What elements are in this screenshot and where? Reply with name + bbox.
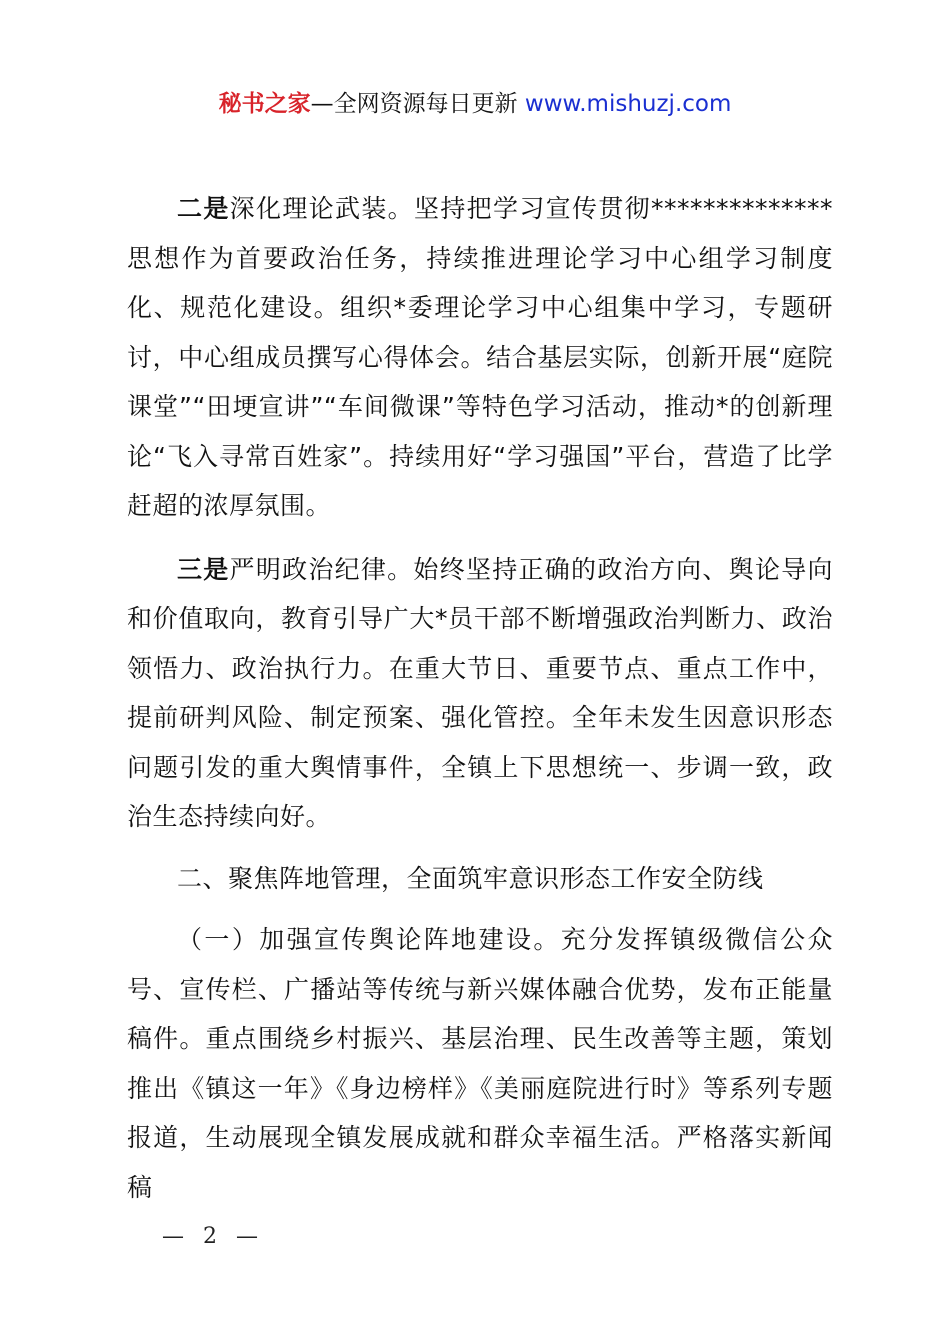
site-header xyxy=(0,86,950,122)
paragraph-text: 深化理论武装。坚持把学习宣传贯彻**************思想作为首要政治任务，持续推进理论学习中心组学习制度化、规范化建设。组织*委理论学习中心组集中学习，专题研讨，中心组成员撰写心得体会。结合基层实际，创新开展“庭院课堂”“田埂宣讲”“车间微课”等特色学习活动，推动*的创新理论“飞入寻常百姓家”。持续用好“学习强国”平台，营造了比学赶超的浓厚氛围。 xyxy=(127,194,833,520)
paragraph-gap xyxy=(127,903,833,915)
site-url-link[interactable]: www.mishuzj.com xyxy=(524,91,732,117)
paragraph-gap xyxy=(127,531,833,545)
paragraph-text: 严明政治纪律。始终坚持正确的政治方向、舆论导向和价值取向，教育引导广大*员干部不断增强政治判断力、政治领悟力、政治执行力。在重大节日、重要节点、重点工作中，提前研判风险、制定预案、强化管控。全年未发生因意识形态问题引发的重大舆情事件，全镇上下思想统一、步调一致，政治生态持续向好。 xyxy=(127,554,833,831)
header-tagline: —全网资源每日更新 xyxy=(310,91,525,117)
paragraph-lead: 三是 xyxy=(177,554,230,584)
page-number: — 2 — xyxy=(162,1224,264,1249)
paragraph-discipline xyxy=(127,545,833,842)
section-heading: 二、聚焦阵地管理，全面筑牢意识形态工作安全防线 xyxy=(177,863,764,893)
paragraph-lead: 二是 xyxy=(177,194,230,223)
document-body xyxy=(127,184,833,1212)
paragraph-gap xyxy=(127,842,833,854)
brand-name: 秘书之家 xyxy=(218,91,311,117)
paragraph-propaganda: （一）加强宣传舆论阵地建设。充分发挥镇级微信公众号、宣传栏、广播站等传统与新兴媒体融合优势，发布正能量稿件。重点围绕乡村振兴、基层治理、民生改善等主题，策划推出《镇这一年》《身边榜样》《美丽庭院进行时》等系列专题报道，生动展现全镇发展成就和群众幸福生活。严格落实新闻稿 xyxy=(127,925,833,1202)
paragraph-theory xyxy=(127,184,833,531)
